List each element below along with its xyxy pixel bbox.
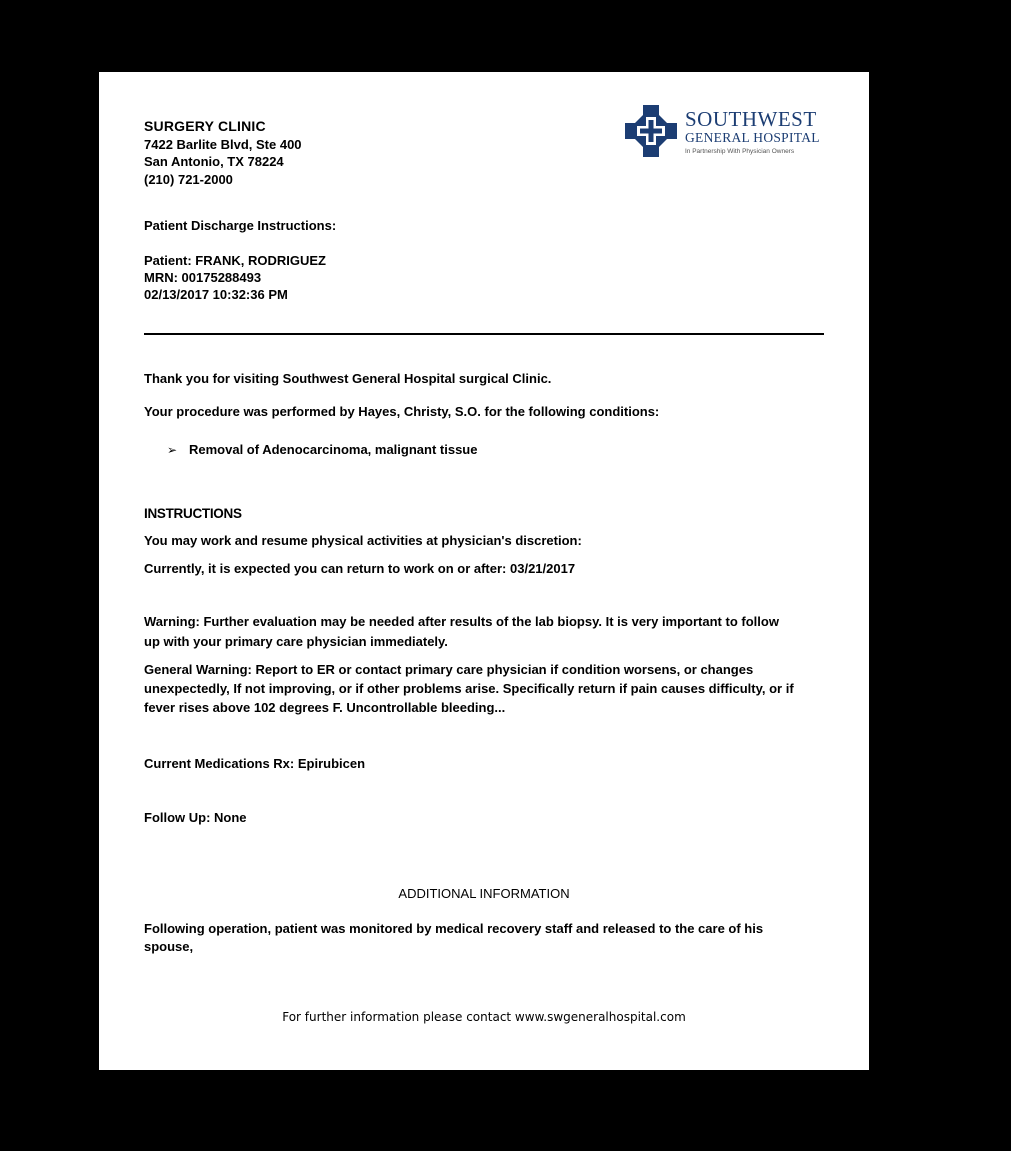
current-medications: Current Medications Rx: Epirubicen <box>144 756 366 771</box>
hospital-cross-icon <box>623 103 679 159</box>
document-page <box>99 72 869 1070</box>
bullet-arrow-icon: ➢ <box>167 443 178 457</box>
general-warning-line2: unexpectedly, If not improving, or if other problems arise. Specifically return if pain causes difficulty, or if <box>144 681 794 696</box>
clinic-address-line2: San Antonio, TX 78224 <box>144 154 284 169</box>
procedure-text: Your procedure was performed by Hayes, Christy, S.O. for the following conditions: <box>144 404 660 419</box>
header-divider <box>144 333 824 335</box>
general-warning-line3: fever rises above 102 degrees F. Uncontrollable bleeding... <box>144 700 506 715</box>
logo-line2: GENERAL HOSPITAL <box>685 130 820 145</box>
clinic-name: SURGERY CLINIC <box>144 118 266 134</box>
document-title: Patient Discharge Instructions: <box>144 218 337 233</box>
footer-contact: For further information please contact www.swgeneralhospital.com <box>282 1010 686 1024</box>
thank-you-text: Thank you for visiting Southwest General Hospital surgical Clinic. <box>144 371 552 386</box>
patient-mrn: MRN: 00175288493 <box>144 270 262 285</box>
clinic-phone: (210) 721-2000 <box>144 172 233 187</box>
logo-tagline: In Partnership With Physician Owners <box>685 148 795 155</box>
discharge-datetime: 02/13/2017 10:32:36 PM <box>144 287 288 302</box>
additional-info-line1: Following operation, patient was monitored by medical recovery staff and released to the care of his <box>144 921 764 936</box>
return-to-work: Currently, it is expected you can return to work on or after: 03/21/2017 <box>144 561 576 576</box>
condition-item: Removal of Adenocarcinoma, malignant tissue <box>189 442 478 457</box>
general-warning-line1: General Warning: Report to ER or contact primary care physician if condition worsens, or changes <box>144 662 754 677</box>
clinic-address-line1: 7422 Barlite Blvd, Ste 400 <box>144 137 302 152</box>
logo-line1: SOUTHWEST <box>685 107 817 131</box>
warning-line2: up with your primary care physician immediately. <box>144 634 448 649</box>
work-instruction: You may work and resume physical activities at physician's discretion: <box>144 533 582 548</box>
instructions-heading: INSTRUCTIONS <box>144 506 242 521</box>
additional-information-heading: ADDITIONAL INFORMATION <box>398 886 570 901</box>
warning-line1: Warning: Further evaluation may be needed after results of the lab biopsy. It is very important to follow <box>144 614 779 629</box>
follow-up: Follow Up: None <box>144 810 247 825</box>
patient-name: Patient: FRANK, RODRIGUEZ <box>144 253 326 268</box>
additional-info-line2: spouse, <box>144 939 194 954</box>
